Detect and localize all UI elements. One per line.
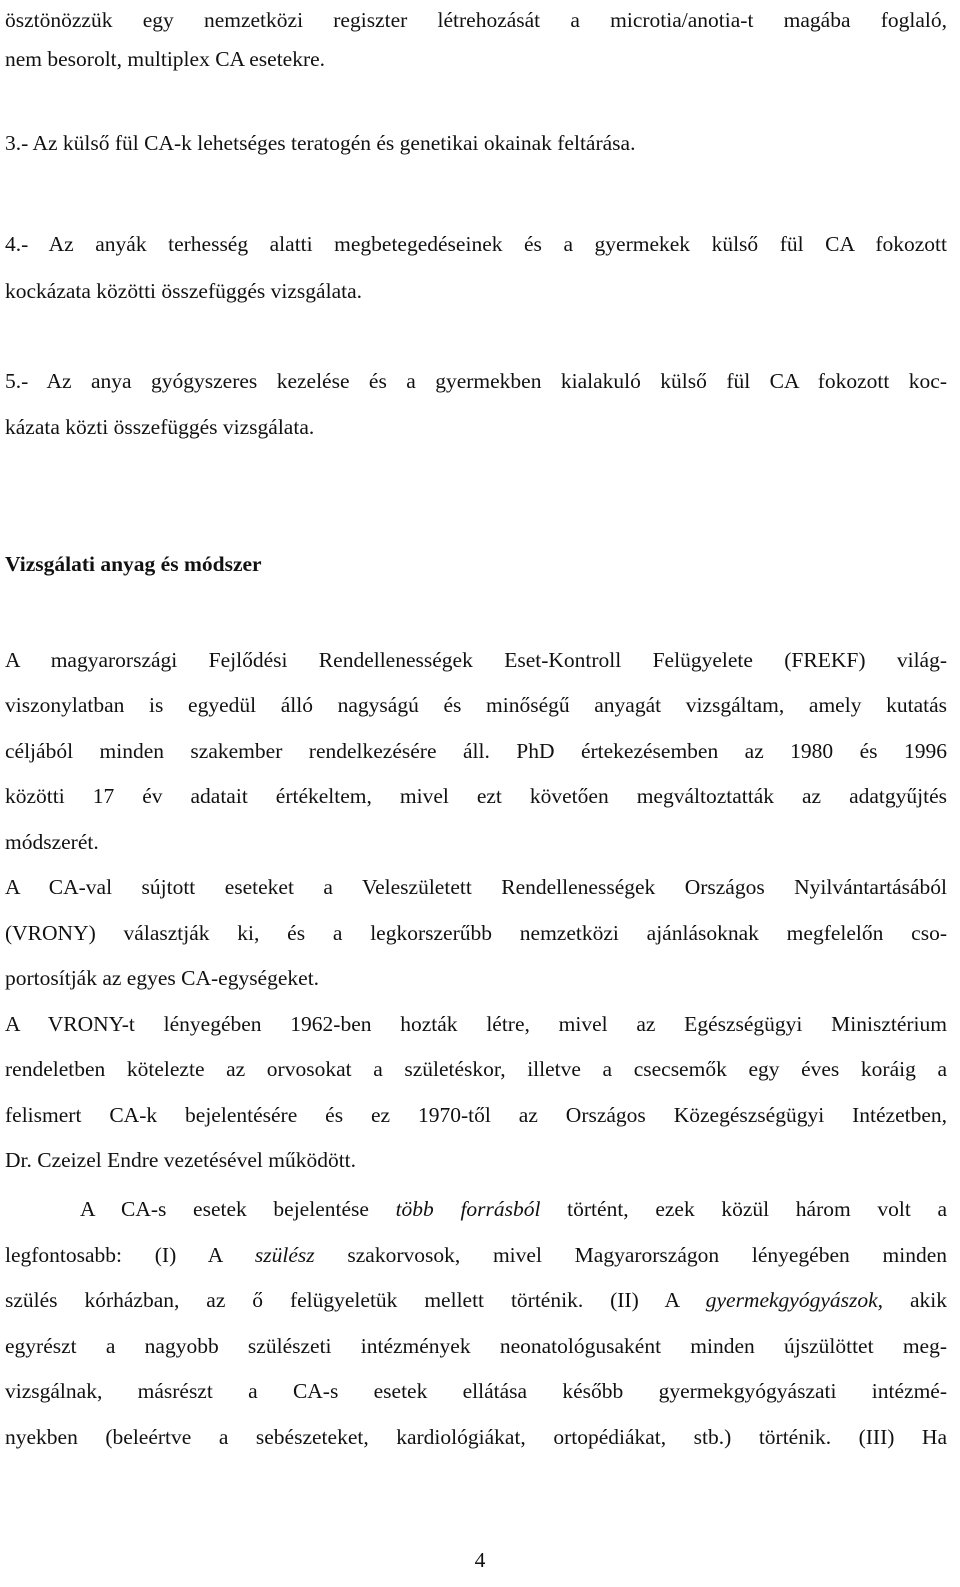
para3-line-2: rendeletben kötelezte az orvosokat a születéskor, illetve a csecsemők egy éves koráig a bbox=[5, 1057, 947, 1081]
para3-line-4: Dr. Czeizel Endre vezetésével működött. bbox=[5, 1148, 357, 1172]
objective-4-line-1: 4.- Az anyák terhesség alatti megbetegedéseinek és a gyermekek külső fül CA fokozott bbox=[5, 232, 947, 256]
para3-line-1: A VRONY-t lényegében 1962-ben hozták létre, mivel az Egészségügyi Minisztérium bbox=[5, 1012, 947, 1036]
para4-line-6: nyekben (beleértve a sebészeteket, kardiológiákat, ortopédiákat, stb.) történik. (III) Ha bbox=[5, 1425, 947, 1449]
para4-line-2: legfontosabb: (I) A szülész szakorvosok, mivel Magyarországon lényegében minden bbox=[5, 1243, 947, 1267]
para1-line-2: viszonylatban is egyedül álló nagyságú és minőségű anyagát vizsgáltam, amely kutatás bbox=[5, 693, 947, 717]
emphasis-pediatricians: gyermekgyógyászok bbox=[705, 1288, 878, 1312]
para1-line-5: módszerét. bbox=[5, 830, 99, 854]
objective-2-line-2: nem besorolt, multiplex CA esetekre. bbox=[5, 47, 326, 71]
objective-4-line-2: kockázata közötti összefüggés vizsgálata. bbox=[5, 279, 362, 303]
emphasis-sources: több forrásból bbox=[395, 1197, 541, 1221]
objective-5-line-2: kázata közti összefüggés vizsgálata. bbox=[5, 415, 315, 439]
objective-2-line-1: ösztönözzük egy nemzetközi regiszter létrehozását a microtia/anotia-t magába foglaló, bbox=[5, 8, 947, 32]
para3-line-3: felismert CA-k bejelentésére és ez 1970-től az Országos Közegészségügyi Intézetben, bbox=[5, 1103, 947, 1127]
page-number: 4 bbox=[474, 1548, 486, 1572]
para4-line-5: vizsgálnak, másrészt a CA-s esetek ellátása később gyermekgyógyászati intézmé- bbox=[5, 1379, 947, 1403]
para2-line-3: portosítják az egyes CA-egységeket. bbox=[5, 966, 320, 990]
section-heading: Vizsgálati anyag és módszer bbox=[5, 552, 262, 576]
para2-line-1: A CA-val sújtott eseteket a Veleszületett Rendellenességek Országos Nyilvántartásából bbox=[5, 875, 947, 899]
objective-3: 3.- Az külső fül CA-k lehetséges teratogén és genetikai okainak feltárása. bbox=[5, 131, 636, 155]
para2-line-2: (VRONY) választják ki, és a legkorszerűbb nemzetközi ajánlásoknak megfelelőn cso- bbox=[5, 921, 947, 945]
para1-line-4: közötti 17 év adatait értékeltem, mivel ezt követően megváltoztatták az adatgyűjtés bbox=[5, 784, 947, 808]
emphasis-obstetrician: szülész bbox=[254, 1243, 315, 1267]
para1-line-3: céljából minden szakember rendelkezésére áll. PhD értekezésemben az 1980 és 1996 bbox=[5, 739, 947, 763]
para1-line-1: A magyarországi Fejlődési Rendellenességek Eset-Kontroll Felügyelete (FREKF) világ- bbox=[5, 648, 947, 672]
objective-5-line-1: 5.- Az anya gyógyszeres kezelése és a gyermekben kialakuló külső fül CA fokozott koc- bbox=[5, 369, 947, 393]
para4-line-1: A CA-s esetek bejelentése több forrásból történt, ezek közül három volt a bbox=[80, 1197, 948, 1221]
para4-line-3: szülés kórházban, az ő felügyeletük mellett történik. (II) A gyermekgyógyászok, akik bbox=[5, 1288, 947, 1312]
para4-line-4: egyrészt a nagyobb szülészeti intézmények neonatológusaként minden újszülöttet meg- bbox=[5, 1334, 947, 1358]
